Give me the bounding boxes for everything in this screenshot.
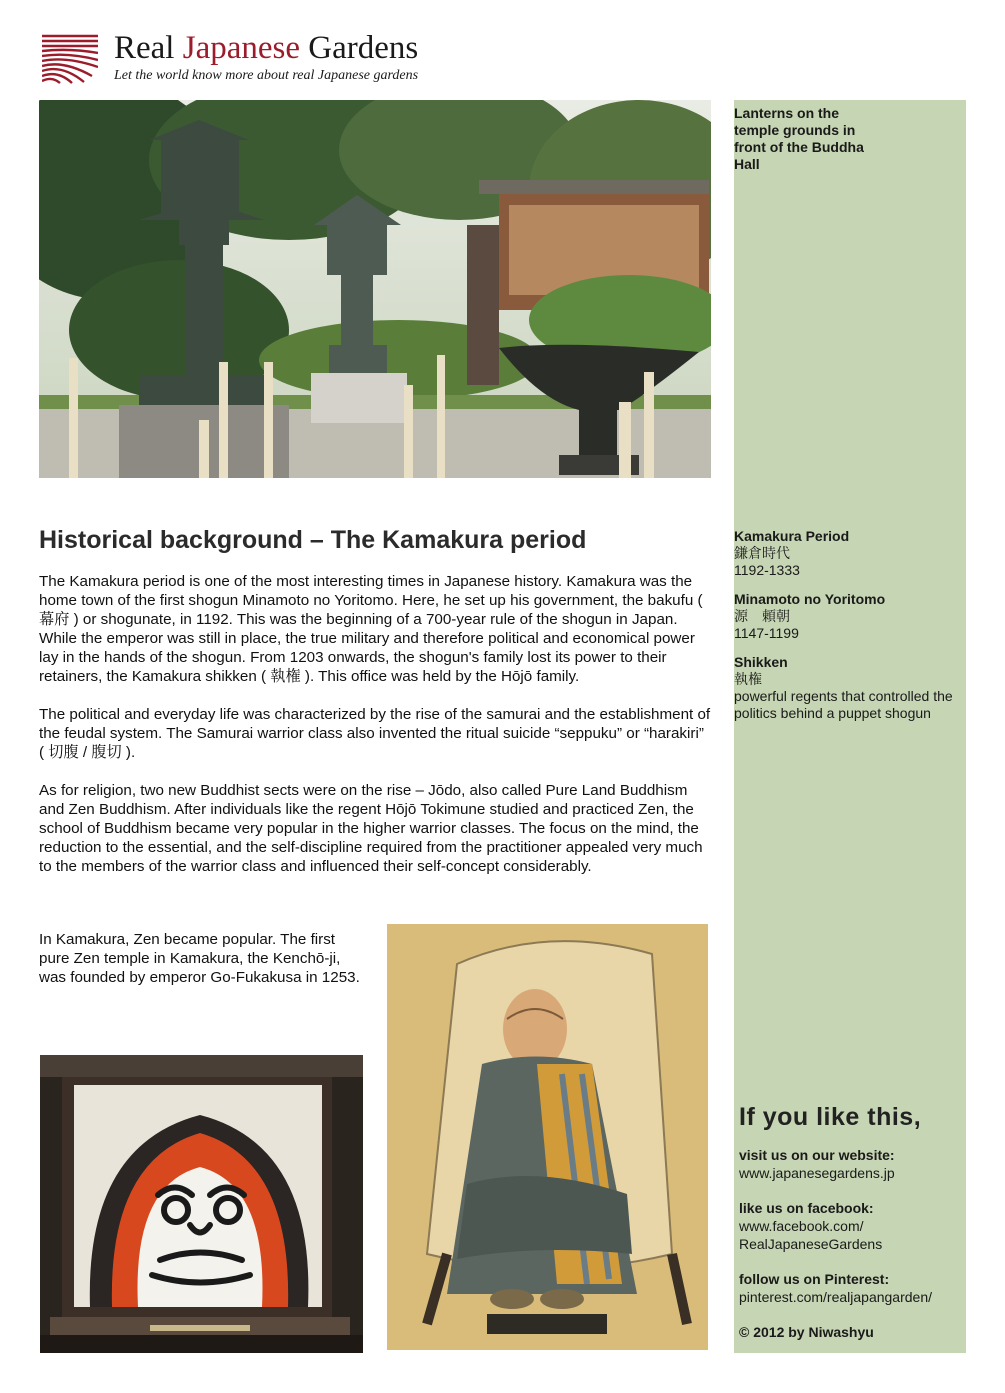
- fact-title: Kamakura Period: [734, 528, 850, 544]
- article-paragraph: The Kamakura period is one of the most interesting times in Japanese history. Kamakura was the home town of the first shogun Minamoto no Yoritomo. Here, he set up his government, the bakufu ( 幕府 ) or shogunate, in 1192. This was the beginning of a 700-year rule of the shogun in Japan. While the emperor was still in place, the true military and therefore political and economical power lay in the hands of the shogun. From 1203 onwards, the shogun's family lost its power to their retainers, the Kamakura shikken ( 執権 ). This office was held by the Hōjō family.: [39, 573, 703, 685]
- pinterest-label: follow us on Pinterest:: [739, 1271, 890, 1287]
- article-paragraph: The political and everyday life was characterized by the rise of the samurai and the establishment of the feudal system. The Samurai warrior class also invented the ritual suicide “seppuku” or “harakiri” ( 切腹 / 腹切 ).: [39, 706, 711, 761]
- fact-item: [734, 528, 959, 579]
- fact-kanji: 鎌倉時代: [734, 545, 790, 561]
- fact-item: [734, 654, 959, 722]
- article-heading: Historical background – The Kamakura period: [39, 526, 587, 554]
- website-link[interactable]: www.japanesegardens.jp: [739, 1165, 895, 1181]
- promo-facebook: [739, 1199, 961, 1253]
- promo-heading: If you like this,: [739, 1103, 922, 1131]
- facebook-label: like us on facebook:: [739, 1200, 874, 1216]
- website-label: visit us on our website:: [739, 1147, 895, 1163]
- daruma-painting-photo: [40, 1055, 363, 1353]
- promo-pinterest: [739, 1270, 961, 1306]
- article-body: [39, 572, 711, 895]
- site-name: Real Japanese Gardens: [114, 30, 419, 66]
- facts-list: [734, 528, 959, 734]
- copyright: © 2012 by Niwashyu: [739, 1324, 874, 1340]
- fact-item: [734, 591, 959, 642]
- article-paragraph: As for religion, two new Buddhist sects were on the rise – Jōdo, also called Pure Land Buddhism and Zen Buddhism. After individuals like the regent Hōjō Tokimune studied and practiced Zen, the school of Buddhism became very popular in the higher warrior classes. The focus on the mind, the reduction to the essential, and the self-discipline required from the practitioner appealed very much to the members of the warrior class and influenced their self-concept considerably.: [39, 782, 703, 875]
- fact-title: Shikken: [734, 654, 788, 670]
- promo-block: [739, 1103, 961, 1358]
- site-logo: [42, 30, 462, 88]
- fact-detail: 1192-1333: [734, 562, 800, 578]
- fact-title: Minamoto no Yoritomo: [734, 591, 886, 607]
- promo-website: [739, 1146, 961, 1182]
- lanterns-photo: [39, 100, 711, 478]
- monk-portrait-photo: [387, 924, 708, 1350]
- logo-waves-icon: [42, 32, 98, 84]
- site-tagline: Let the world know more about real Japanese gardens: [114, 68, 419, 83]
- fact-detail: 1147-1199: [734, 625, 799, 641]
- sidebar: [734, 100, 966, 1353]
- fact-kanji: 源 頼朝: [734, 608, 790, 624]
- pinterest-link[interactable]: pinterest.com/realjapangarden/: [739, 1289, 933, 1305]
- facebook-link[interactable]: www.facebook.com/ RealJapaneseGardens: [739, 1218, 883, 1252]
- fact-kanji: 執権: [734, 671, 762, 687]
- article-paragraph-zen: In Kamakura, Zen became popular. The first pure Zen temple in Kamakura, the Kenchō-ji, was founded by emperor Go-Fukakusa in 1253.: [39, 931, 360, 986]
- photo-caption: Lanterns on the temple grounds in front of the Buddha Hall: [734, 105, 864, 172]
- fact-detail: powerful regents that controlled the politics behind a puppet shogun: [734, 688, 953, 721]
